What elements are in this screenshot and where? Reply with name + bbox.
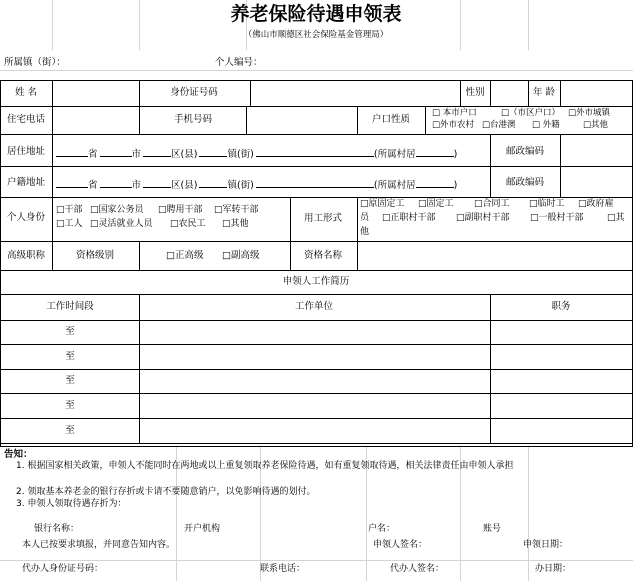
col-work-unit: 工作单位 <box>294 301 334 312</box>
qualification-name-field[interactable] <box>362 245 628 265</box>
history-row-to: 至 <box>65 326 75 337</box>
bank-branch-label: 开户机构 <box>184 524 221 534</box>
bracket-close: ) <box>453 180 458 191</box>
qualification-level-label: 资格级别 <box>75 250 115 261</box>
town-label: 镇(街) <box>227 180 254 191</box>
residence-postcode-label: 邮政编码 <box>505 146 545 157</box>
bank-name-label: 银行名称： <box>34 524 80 534</box>
agent-signature-label: 代办人签名： <box>390 564 445 574</box>
identity-option-cadre[interactable]: □干部 <box>56 205 83 215</box>
hukou-type-label: 户口性质 <box>371 114 411 125</box>
employment-option-other-cont: 他 <box>360 227 370 237</box>
town-label: 镇(街) <box>227 149 254 160</box>
contact-phone-label: 联系电话： <box>260 564 306 574</box>
hukou-option-urban[interactable]: □（市区户口） <box>501 108 561 118</box>
employment-option-village-head[interactable]: □正职村干部 <box>382 213 436 223</box>
agent-id-label: 代办人身份证号码： <box>22 564 104 574</box>
district-label: 区(县) <box>171 180 198 191</box>
household-address-field[interactable] <box>56 178 457 191</box>
account-name-label: 户名： <box>368 524 396 534</box>
hukou-option-local[interactable]: □ 本市户口 <box>432 108 477 118</box>
employment-option-village-staff[interactable]: □一般村干部 <box>530 213 584 223</box>
identity-option-civil-servant[interactable]: □国家公务员 <box>90 205 144 215</box>
form-title: 养老保险待遇申领表 <box>230 3 402 25</box>
city-label: 市 <box>131 149 142 160</box>
identity-option-flexible-employment[interactable]: □灵活就业人员 <box>90 219 153 229</box>
history-row-to: 至 <box>65 400 75 411</box>
district-label: 区(县) <box>171 149 198 160</box>
notice-line-1: 1. 根据国家相关政策，申领人不能同时在两地或以上重复领取养老保险待遇，如有重复领取待遇，相关法律责任由申领人承担 <box>16 461 514 471</box>
identity-option-migrant-worker[interactable]: □农民工 <box>170 219 206 229</box>
account-number-label: 账号 <box>483 524 502 534</box>
hukou-option-other-city-town[interactable]: □外市城镇 <box>568 108 611 118</box>
home-phone-field[interactable] <box>56 110 136 130</box>
agent-date-label: 办日期： <box>535 564 572 574</box>
identity-option-other[interactable]: □其他 <box>222 219 249 229</box>
province-label: 省 <box>88 180 98 191</box>
residence-address-field[interactable] <box>56 147 457 160</box>
notice-title: 告知： <box>4 449 33 460</box>
qualification-name-label: 资格名称 <box>303 250 343 261</box>
city-label: 市 <box>131 180 142 191</box>
personal-id-label: 个人编号： <box>215 57 263 68</box>
employment-option-contract[interactable]: □合同工 <box>474 199 510 209</box>
col-job-title: 职务 <box>551 301 571 312</box>
mobile-field[interactable] <box>250 110 354 130</box>
province-label: 省 <box>88 149 98 160</box>
notice-line-2: 2. 领取基本养老金的银行存折或卡请不要随意销户，以免影响待遇的划付。 <box>16 487 316 497</box>
work-history-heading: 申领人工作简历 <box>282 276 350 287</box>
bracket-close: ) <box>453 149 458 160</box>
employment-option-government[interactable]: □政府雇 <box>578 199 614 209</box>
history-row-to: 至 <box>65 375 75 386</box>
employment-option-village-deputy[interactable]: □副职村干部 <box>456 213 510 223</box>
hukou-option-other[interactable]: □其他 <box>583 120 609 130</box>
notice-line-3: 3. 申领人领取待遇存折为： <box>16 499 127 509</box>
identity-label: 个人身份 <box>6 212 46 223</box>
hukou-option-hk-macau-tw[interactable]: □台港澳 <box>482 120 516 130</box>
gender-label: 性别 <box>465 87 485 98</box>
apply-date-label: 申领日期： <box>523 540 569 550</box>
mobile-label: 手机号码 <box>173 114 213 125</box>
employment-option-original-fixed[interactable]: □原固定工 <box>360 199 405 209</box>
hukou-option-other-city-rural[interactable]: □外市农村 <box>432 120 475 130</box>
age-label: 年 龄 <box>532 87 556 98</box>
hukou-option-foreign[interactable]: □ 外籍 <box>532 120 560 130</box>
identity-option-hired-cadre[interactable]: □聘用干部 <box>158 205 203 215</box>
form-subtitle: （佛山市顺德区社会保险基金管理局） <box>243 30 389 40</box>
declaration-text: 本人已按要求填报，并同意告知内容。 <box>22 540 176 550</box>
home-phone-label: 住宅电话 <box>6 114 46 125</box>
employment-option-other[interactable]: □其 <box>607 213 625 223</box>
title-option-associate[interactable]: □副高级 <box>222 250 260 261</box>
name-label: 姓 名 <box>14 87 38 98</box>
village-label: (所属村居 <box>373 149 416 160</box>
title-option-senior[interactable]: □正高级 <box>166 250 204 261</box>
household-postcode-label: 邮政编码 <box>505 177 545 188</box>
employment-form-label: 用工形式 <box>303 213 343 224</box>
identity-option-worker[interactable]: □工人 <box>56 219 83 229</box>
town-label: 所属镇（街）： <box>4 57 66 68</box>
household-address-label: 户籍地址 <box>6 177 46 188</box>
residence-address-label: 居住地址 <box>6 146 46 157</box>
village-label: (所属村居 <box>373 180 416 191</box>
employment-option-fixed[interactable]: □固定工 <box>418 199 454 209</box>
employment-option-government-cont: 员 <box>360 213 370 223</box>
senior-title-label: 高级职称 <box>6 250 46 261</box>
name-field[interactable] <box>64 84 136 102</box>
col-work-period: 工作时间段 <box>46 301 94 312</box>
history-row-to: 至 <box>65 351 75 362</box>
identity-option-military-cadre[interactable]: □军转干部 <box>214 205 259 215</box>
employment-option-temporary[interactable]: □临时工 <box>529 199 565 209</box>
id-number-label: 身份证号码 <box>170 87 218 98</box>
id-number-field[interactable] <box>254 84 454 102</box>
applicant-signature-label: 申领人签名： <box>373 540 428 550</box>
history-row-to: 至 <box>65 425 75 436</box>
